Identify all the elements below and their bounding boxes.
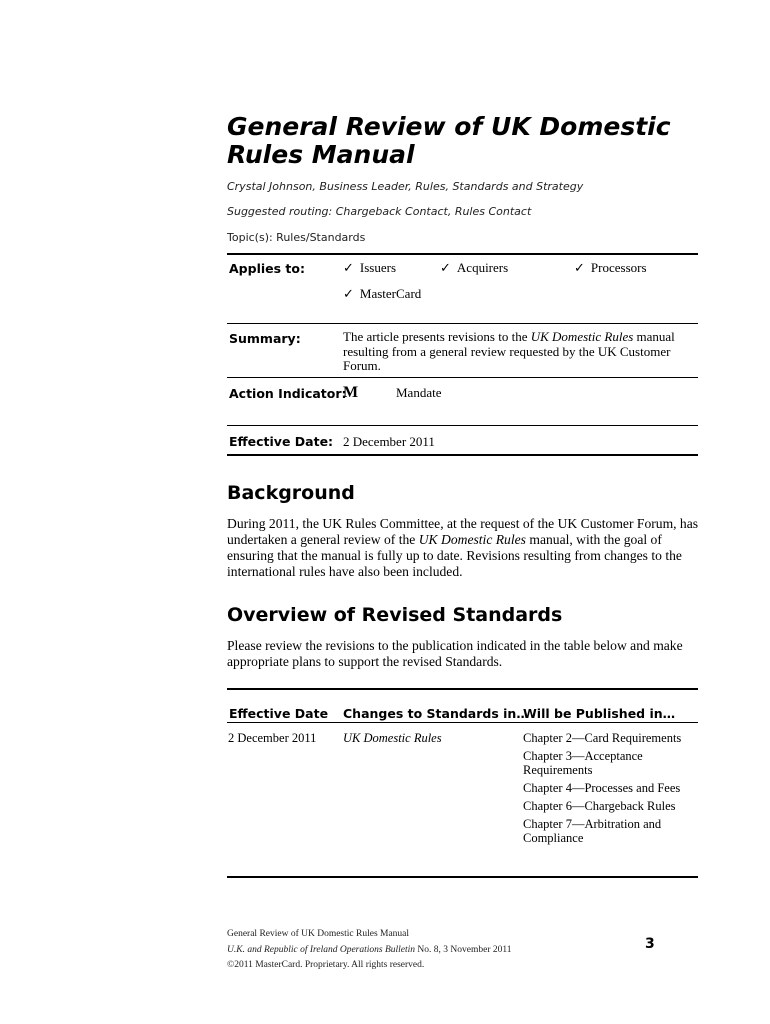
page-number: 3 [645,936,655,952]
info-bottom-rule [227,454,698,456]
col-header-changes: Changes to Standards in… [343,706,529,721]
applies-mastercard: ✓ MasterCard [343,286,422,301]
summary-text: The article presents revisions to the UK Domestic Rules manual resulting from a general review requested by the UK Customer Forum. [343,329,675,373]
routing-line: Suggested routing: Chargeback Contact, Rules Contact [227,205,532,218]
effective-date-value: 2 December 2011 [343,434,435,449]
table-bottom-rule [227,876,698,878]
checkmark-icon: ✓ [343,260,354,275]
background-text: During 2011, the UK Rules Committee, at the request of the UK Customer Forum, has undertaken a general review of the UK Domestic Rules manual, with the goal of ensuring that the manual is fully up to date. Revisions resulting from changes to the international rules have also been included. [227,516,699,579]
col-header-published: Will be Published in… [523,706,676,721]
checkmark-icon: ✓ [343,286,354,301]
table-cell-changes: UK Domestic Rules [343,731,442,745]
action-indicator-label: Action Indicator: [229,386,347,401]
topics-line: Topic(s): Rules/Standards [227,231,366,244]
overview-text: Please review the revisions to the publication indicated in the table below and make appropriate plans to support the revised Standards. [227,638,683,669]
list-item: Chapter 6—Chargeback Rules [523,799,676,813]
table-cell-published [523,731,698,849]
page-title: General Review of UK Domestic Rules Manual [227,112,671,169]
checkmark-icon: ✓ [440,260,451,275]
action-indicator-code: M [343,384,359,401]
background-heading: Background [227,482,355,504]
checkmark-icon: ✓ [574,260,585,275]
effective-date-label: Effective Date: [229,434,334,449]
footer-title: General Review of UK Domestic Rules Manual [227,929,410,939]
overview-heading: Overview of Revised Standards [227,604,563,626]
info-rule [227,323,698,324]
applies-processors: ✓ Processors [574,260,647,275]
applies-acquirers: ✓ Acquirers [440,260,509,275]
list-item: Chapter 4—Processes and Fees [523,781,681,795]
info-top-rule [227,253,698,255]
table-top-rule [227,688,698,690]
footer-bulletin: U.K. and Republic of Ireland Operations Bulletin No. 8, 3 November 2011 [227,945,512,955]
action-indicator-text: Mandate [396,385,442,400]
table-header-rule [227,722,698,723]
info-rule [227,425,698,426]
list-item: Chapter 7—Arbitration and Compliance [523,817,662,845]
col-header-effective-date: Effective Date [229,706,329,721]
footer-copyright: ©2011 MasterCard. Proprietary. All rights reserved. [227,960,425,970]
summary-label: Summary: [229,331,301,346]
table-cell-date: 2 December 2011 [228,731,317,745]
author-line: Crystal Johnson, Business Leader, Rules, Standards and Strategy [227,180,584,193]
applies-label: Applies to: [229,261,305,276]
list-item: Chapter 3—Acceptance Requirements [523,749,643,777]
applies-issuers: ✓ Issuers [343,260,397,275]
list-item: Chapter 2—Card Requirements [523,731,682,745]
info-rule [227,377,698,378]
